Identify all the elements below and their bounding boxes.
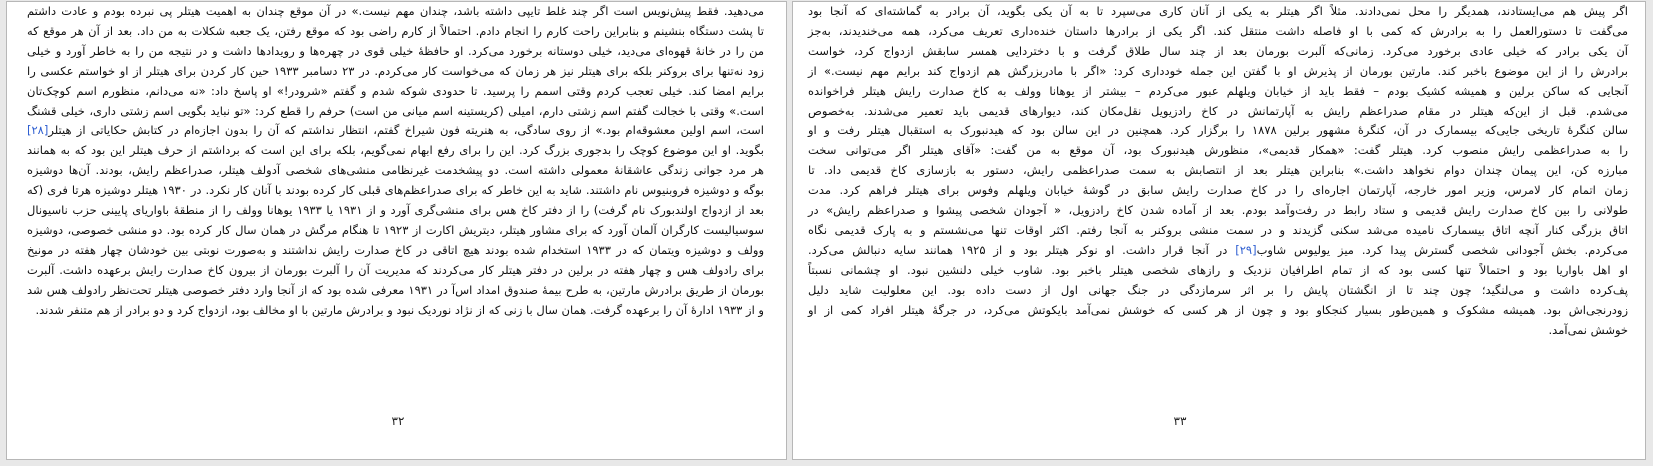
text-line [808,261,1628,281]
line-text: سالن کنگرهٔ تاریخی جایی‌که بیسمارک در آن، کنگرهٔ مشهور برلین ۱۸۷۸ را برگزار کرد. همچنین در این سالن بود که هیدنبورک به استقبال هیتلر رفت و او [808,123,1628,138]
text-line [808,201,1628,221]
line-text: او اهل باواریا بود و احتمالاً تنها کسی بود که از تمام اطرافیان نزدیک و رازهای شخصی هیتلر باخبر بود. شاوب خیلی دلنشین نبود. او چشمانی نسبتاً [808,262,1628,277]
text-line [808,221,1628,241]
text-line [808,62,1628,82]
line-text: برادرش را از این موضوع باخبر کند. مارتین بورمان از پذیرش او با گفتن این جمله خودداری کرد: «اگر با مادربزرگش هم ازدواج کند برایم مهم نیست.» از [808,63,1628,78]
text-line [808,82,1628,102]
text-line [808,141,1628,161]
footnote-ref-link[interactable]: [۲۸] [27,123,49,138]
text-line [808,22,1628,42]
line-text: بعد از ازدواج اولندبورک نام گرفت) را از دفتر کاخ هس برای منشی‌گری آورد و از ۱۹۳۱ یا ۱۹۳۳ یوهانا وولف را از منطقهٔ باواریای پایینی حزب ناسیونال [27,203,765,218]
text-line [27,42,764,62]
text-line [808,161,1628,181]
line-text: می‌دهید. فقط پیش‌نویس است اگر چند غلط تایپی داشته باشد، چندان مهم نیست.» در آن موقع چندان به اهمیت هیتلر پی نبرده بودم و عادت داشتم [27,4,764,18]
line-text: می‌گفت تا دستورالعمل را به برادرش که کمی با او فاصله داشت منتقل کند. اگر یکی از برادرها داستان خنده‌داری تعریف می‌کرد، همه می‌خندیدند، به‌جز [808,23,1628,38]
line-text: بوگه و دوشیزه فروبنیوس نام داشتند. شاید به این خاطر که برای صدراعظم‌های قبلی کار کرده بودند با آنان کار نکرد. در ۱۹۳۰ هیتلر دوشیزه هرتا فری (که [27,183,765,198]
text-line [27,82,764,102]
text-line [27,161,764,181]
page-text [808,2,1628,340]
book-page-right [792,1,1646,460]
line-text: را به صدراعظمی رایش منصوب کرد. هیتلر گفت: «همکار قدیمی»، منظورش هیدنبورک بود، آن موقع به من گفت: «آقای هیتلر اگر می‌توانی سخت [808,143,1628,158]
line-text: آن یکی برادر که خیلی عادی برخورد می‌کرد. زمانی‌که آلبرت بورمان بعد از چند سال طلاق گرفت و با دختردایی همسر سابقش ازدواج کرد، خواست [808,43,1628,58]
text-line [27,301,764,321]
text-line [808,241,1628,261]
line-text: بورمان از طریق برادرش مارتین، به طرح بیمهٔ صندوق امداد اس‌آ در ۱۹۳۱ معرفی شده بود که از آنجا وارد دفتر خصوصی هیتلر تحت‌نظر رادولف هس شد [27,282,764,297]
text-line [808,301,1628,321]
line-text: اگر پیش هم می‌ایستادند، همدیگر را محل نمی‌دادند. مثلاً اگر هیتلر به یکی از آنان کاری می‌سپرد تا به آن یکی بگوید، آن برادر به گماشته‌ای که آنجا بود [808,4,1628,18]
text-line [27,62,764,82]
line-text: و از ۱۹۳۳ ادارهٔ آن را برعهده گرفت. همان سال با زنی که از نژاد نوردیک نبود و برادرش مارتین با او مخالف بود، ازدواج کرد و دو برادر از هم متنفر شدند. [35,302,764,317]
line-text: آنجایی که ساکن برلین و همیشه کشیک بودم – فقط باید از خیابان ویلهلم عبور می‌کردم – بیشتر از یوهانا وولف به کاخ صدارت رایش هیتلر فراخوانده [808,83,1628,98]
text-line [27,261,764,281]
text-line [808,42,1628,62]
line-text: خوشش نمی‌آمد. [1548,322,1628,337]
text-line [27,2,764,22]
page-number: ۳۲ [391,414,405,428]
line-text: است.» وقتی با خجالت گفتم اسم زشتی دارم، امیلی (کریستینه اسم میانی من است) حرفم را قطع کرد: «تو نباید بگویی اسم زشتی داری، خیلی قشنگ [27,103,764,118]
text-line [27,201,764,221]
line-text: وولف و دوشیزه ویتمان که در ۱۹۳۳ استخدام شده بودند هیچ اتاقی در کاخ صدارت رایش نداشتند و به‌صورت نوبتی بین خودشان چهار هفته در مونیخ [27,242,764,257]
line-text: تا پشت دستگاه بنشینم و بنابراین راحت کارم را انجام دادم. احتمالاً از کارم راضی بود که موقع رفتن، یک جعبه شکلات به من داد. بعد از آن هر موقع که [27,23,764,38]
line-text: مبارزه کن، این پیمان چندان دوام نخواهد داشت.» بنابراین هیتلر بعد از انتصابش به سمت صدراعظمی رایش، دستور به بازسازی کاخ قدیمی داد. تا [808,163,1628,178]
text-line [808,2,1628,22]
line-text: سوسیالیست کارگران آلمان آورد که برای مشاور هیتلر، دیتریش اکارت از ۱۹۲۳ تا هنگام مرگش در همان سال کار کرده بود. دو منشی خصوصی، دوشیزه [27,222,764,237]
line-text: برای رادولف هس و چهار هفته در برلین در دفتر هیتلر کار می‌کردند که مدیریت آن را آلبرت بورمان از بیرون کاخ صدارت رایش برعهده داشت. آلبرت [27,262,764,277]
line-text: من را در خانهٔ قهوه‌ای می‌دید، خیلی دوستانه برخورد می‌کرد. او حافظهٔ خیلی قوی در چهره‌ها و رویدادها داشت و در نتیجه من را به خاطر آورد و خیلی [27,43,764,58]
text-line [808,102,1628,122]
text-line [27,141,764,161]
line-text: می‌کردم. بخش آجودانی شخصی گسترش پیدا کرد. میز یولیوس شاوب [1256,242,1628,257]
text-line [27,121,764,141]
line-text: زود نه‌تنها برای بروکنر بلکه برای هیتلر نیز هر زمان که می‌خواست کار می‌کردم. در ۲۳ دسامبر ۱۹۳۳ حین کار کردن برای هیتلر از او خواستم عکسی را [27,63,764,78]
text-line [27,102,764,122]
text-line [27,181,764,201]
text-line [808,181,1628,201]
text-line [27,22,764,42]
line-text: اتاق بزرگی کنار آنچه اتاق بیسمارک نامیده می‌شد سکنی گزیدند و در سمت منشی بروکنر به آنجا رفتم. اکثر اوقات تنها می‌نشستم و به پارک قدیمی نگاه [808,222,1628,237]
text-line [808,281,1628,301]
line-text: برایم امضا کند. خیلی تعجب کردم وقتی اسمم را پرسید. تا حدودی شوکه شدم و گفتم «شرودر!» او پاسخ داد: «نه می‌دانم، منظورم اسم کوچک‌تان [27,83,764,98]
line-text: بگوید. او این موضوع کوچک را بدجوری بزرگ کرد. این را برای رفع ابهام نمی‌گویم، بلکه برای این است که برداشتم از حرف هیتلر این بود که به همانند [27,143,764,158]
text-line [27,221,764,241]
line-text: در آنجا قرار داشت. او نوکر هیتلر بود و از ۱۹۲۵ همانند سایه دنبالش می‌کرد. [808,242,1236,257]
book-page-left [6,1,787,460]
text-line [808,121,1628,141]
line-text: زمان اتمام کار لامرس، وزیر امور خارجه، آپارتمان اجاره‌ای را در کاخ صدارت رایش سابق در گوشهٔ خیابان ویلهلم وفوس برای هیتلر فراهم کرد. مدت [808,183,1628,198]
line-text: طولانی را بین کاخ صدارت رایش قدیمی و ستاد رابط در رفت‌وآمد بودم. بعد از آماده شدن کاخ رادزویل، « آجودان شخصی پیشوا و صدراعظم رایش» در [808,203,1628,218]
line-text: است، اسم اولین معشوقه‌ام بود.» از روی سادگی، به هنریته فون شیراخ گفتم، انتظار نداشتم که آن را بدون اجازه‌ام در کتابش حکایاتی از هیتلر [48,123,764,138]
line-text: می‌شدم. قبل از این‌که هیتلر در مقام صدراعظم رایش به آپارتمانش در کاخ رادزیویل نقل‌مکان کند، دیوارهای قدیمی باید تعمیر می‌شدند. به‌خصوص [808,103,1628,118]
page-text [27,2,764,321]
line-text: زودرنجی‌اش بود. همیشه مشکوک و همین‌طور بسیار کنجکاو بود و چون از هر کسی که خوشش نمی‌آمد بایکوتش می‌کرد، در جرگهٔ هیتلر افراد کمی از او [808,302,1628,317]
line-text: پف‌کرده داشت و می‌لنگید؛ چون چند تا از انگشتان پایش را بر اثر سرمازدگی در جنگ جهانی اول از دست داده بود. این معلولیت شاید دلیل [808,282,1628,297]
text-line [27,241,764,261]
line-text: هر مرد جوانی زندگی عاشقانهٔ معمولی داشته است. دو پیشخدمت غیرنظامی منشی‌های شخصی آدولف هیتلر، صدراعظم رایش، بودند. آن‌ها دوشیزه [27,163,764,178]
text-line [27,281,764,301]
text-line [808,321,1628,341]
footnote-ref-link[interactable]: [۲۹] [1235,242,1257,257]
page-number: ۳۳ [1173,414,1187,428]
